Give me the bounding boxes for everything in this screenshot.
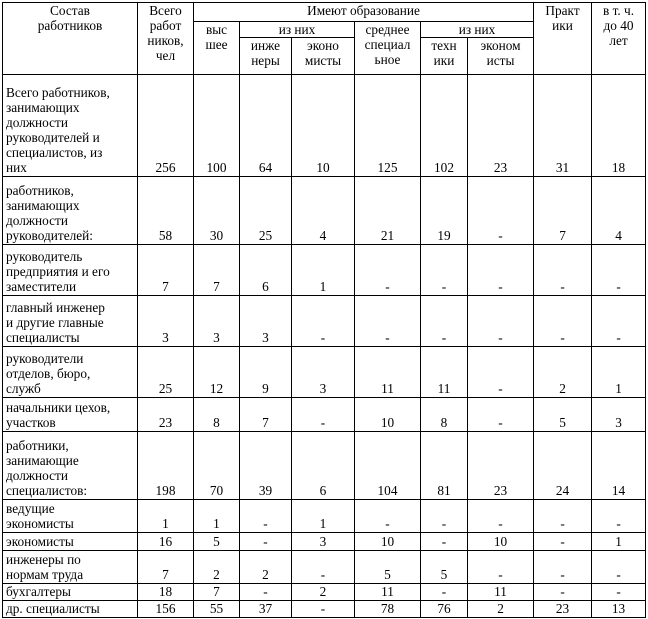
header-economists: эконо мисты	[292, 38, 355, 75]
cell-under-40: -	[592, 500, 646, 533]
table-row	[3, 432, 646, 500]
cell-higher: 7	[194, 584, 240, 601]
cell-under-40: -	[592, 584, 646, 601]
cell-secondary: -	[355, 500, 421, 533]
row-label: руководитель предприятия и его заместители	[3, 245, 138, 296]
row-label: главный инженер и другие главные специалисты	[3, 296, 138, 347]
table-row	[3, 245, 646, 296]
cell-secondary: 10	[355, 398, 421, 432]
cell-practitioners: -	[534, 500, 592, 533]
header-economists-secondary: эконом исты	[468, 38, 534, 75]
cell-under-40: -	[592, 551, 646, 584]
cell-economists: 1	[292, 245, 355, 296]
cell-economists-secondary: 23	[468, 432, 534, 500]
cell-under-40: -	[592, 245, 646, 296]
cell-total: 58	[138, 177, 194, 245]
cell-higher: 8	[194, 398, 240, 432]
cell-higher: 100	[194, 75, 240, 177]
cell-total: 25	[138, 347, 194, 398]
cell-practitioners: -	[534, 245, 592, 296]
cell-technicians: 19	[421, 177, 468, 245]
cell-secondary: 21	[355, 177, 421, 245]
cell-under-40: 4	[592, 177, 646, 245]
cell-under-40: 1	[592, 347, 646, 398]
cell-technicians: 102	[421, 75, 468, 177]
cell-total: 3	[138, 296, 194, 347]
table-row	[3, 347, 646, 398]
cell-total: 7	[138, 245, 194, 296]
cell-practitioners: 24	[534, 432, 592, 500]
cell-technicians: -	[421, 584, 468, 601]
header-of-them-higher: из них	[240, 22, 355, 38]
row-label: руководители отделов, бюро, служб	[3, 347, 138, 398]
cell-engineers: 64	[240, 75, 292, 177]
cell-higher: 5	[194, 533, 240, 551]
cell-technicians: -	[421, 500, 468, 533]
cell-secondary: 5	[355, 551, 421, 584]
cell-economists: -	[292, 601, 355, 618]
cell-higher: 3	[194, 296, 240, 347]
cell-total: 16	[138, 533, 194, 551]
cell-secondary: 10	[355, 533, 421, 551]
header-technicians: техн ики	[421, 38, 468, 75]
header-higher: выс шее	[194, 22, 240, 75]
cell-higher: 55	[194, 601, 240, 618]
row-label: начальники цехов, участков	[3, 398, 138, 432]
cell-technicians: -	[421, 296, 468, 347]
row-label: бухгалтеры	[3, 584, 138, 601]
cell-economists-secondary: -	[468, 296, 534, 347]
cell-total: 156	[138, 601, 194, 618]
header-under-40: в т. ч. до 40 лет	[592, 3, 646, 75]
cell-economists: 10	[292, 75, 355, 177]
cell-total: 23	[138, 398, 194, 432]
cell-economists-secondary: -	[468, 177, 534, 245]
row-label: работников, занимающих должности руководителей:	[3, 177, 138, 245]
cell-practitioners: -	[534, 551, 592, 584]
cell-economists-secondary: 23	[468, 75, 534, 177]
cell-engineers: 7	[240, 398, 292, 432]
table-row	[3, 551, 646, 584]
cell-total: 18	[138, 584, 194, 601]
cell-under-40: 14	[592, 432, 646, 500]
cell-economists: -	[292, 398, 355, 432]
cell-total: 1	[138, 500, 194, 533]
cell-total: 256	[138, 75, 194, 177]
table-row	[3, 398, 646, 432]
cell-economists-secondary: -	[468, 398, 534, 432]
cell-higher: 1	[194, 500, 240, 533]
row-label: экономисты	[3, 533, 138, 551]
cell-practitioners: -	[534, 296, 592, 347]
cell-economists-secondary: 11	[468, 584, 534, 601]
cell-engineers: -	[240, 533, 292, 551]
cell-engineers: -	[240, 584, 292, 601]
cell-economists-secondary: 10	[468, 533, 534, 551]
cell-economists-secondary: -	[468, 347, 534, 398]
header-education: Имеют образование	[194, 3, 534, 22]
row-label: работники, занимающие должности специалистов:	[3, 432, 138, 500]
cell-practitioners: 7	[534, 177, 592, 245]
cell-economists: 4	[292, 177, 355, 245]
cell-under-40: 3	[592, 398, 646, 432]
cell-economists: 3	[292, 533, 355, 551]
row-label: инженеры по нормам труда	[3, 551, 138, 584]
cell-total: 198	[138, 432, 194, 500]
cell-technicians: -	[421, 245, 468, 296]
cell-higher: 12	[194, 347, 240, 398]
cell-secondary: -	[355, 245, 421, 296]
cell-practitioners: 23	[534, 601, 592, 618]
cell-technicians: 76	[421, 601, 468, 618]
cell-under-40: -	[592, 296, 646, 347]
cell-economists: 2	[292, 584, 355, 601]
cell-engineers: 9	[240, 347, 292, 398]
cell-secondary: 11	[355, 347, 421, 398]
cell-secondary: 11	[355, 584, 421, 601]
cell-engineers: 2	[240, 551, 292, 584]
cell-higher: 7	[194, 245, 240, 296]
cell-secondary: 78	[355, 601, 421, 618]
cell-secondary: -	[355, 296, 421, 347]
cell-economists-secondary: -	[468, 245, 534, 296]
cell-economists: 1	[292, 500, 355, 533]
cell-practitioners: -	[534, 533, 592, 551]
cell-under-40: 18	[592, 75, 646, 177]
table-row	[3, 177, 646, 245]
cell-engineers: 39	[240, 432, 292, 500]
table-row	[3, 601, 646, 618]
cell-secondary: 104	[355, 432, 421, 500]
cell-engineers: 3	[240, 296, 292, 347]
cell-higher: 30	[194, 177, 240, 245]
cell-higher: 70	[194, 432, 240, 500]
row-label: др. специалисты	[3, 601, 138, 618]
table-row	[3, 584, 646, 601]
cell-under-40: 1	[592, 533, 646, 551]
cell-technicians: -	[421, 533, 468, 551]
header-practitioners: Практ ики	[534, 3, 592, 75]
cell-economists-secondary: -	[468, 551, 534, 584]
header-secondary: среднее специал ьное	[355, 22, 421, 75]
staff-education-table	[2, 2, 646, 618]
table-row	[3, 75, 646, 177]
row-label: Всего работников, занимающих должности руководителей и специалистов, из них	[3, 75, 138, 177]
row-label: ведущие экономисты	[3, 500, 138, 533]
cell-technicians: 8	[421, 398, 468, 432]
cell-economists-secondary: 2	[468, 601, 534, 618]
cell-technicians: 11	[421, 347, 468, 398]
cell-practitioners: 2	[534, 347, 592, 398]
cell-economists: 6	[292, 432, 355, 500]
cell-practitioners: 5	[534, 398, 592, 432]
cell-higher: 2	[194, 551, 240, 584]
cell-total: 7	[138, 551, 194, 584]
cell-engineers: -	[240, 500, 292, 533]
cell-secondary: 125	[355, 75, 421, 177]
cell-engineers: 37	[240, 601, 292, 618]
header-engineers: инже неры	[240, 38, 292, 75]
header-total: Всего работ ников, чел	[138, 3, 194, 75]
cell-engineers: 6	[240, 245, 292, 296]
table-row	[3, 500, 646, 533]
cell-under-40: 13	[592, 601, 646, 618]
cell-practitioners: 31	[534, 75, 592, 177]
cell-engineers: 25	[240, 177, 292, 245]
cell-economists: -	[292, 551, 355, 584]
header-of-them-secondary: из них	[421, 22, 534, 38]
cell-practitioners: -	[534, 584, 592, 601]
cell-economists: -	[292, 296, 355, 347]
cell-technicians: 5	[421, 551, 468, 584]
table-row	[3, 533, 646, 551]
cell-economists-secondary: -	[468, 500, 534, 533]
header-staff: Состав работников	[3, 3, 138, 75]
cell-technicians: 81	[421, 432, 468, 500]
table-row	[3, 296, 646, 347]
cell-economists: 3	[292, 347, 355, 398]
